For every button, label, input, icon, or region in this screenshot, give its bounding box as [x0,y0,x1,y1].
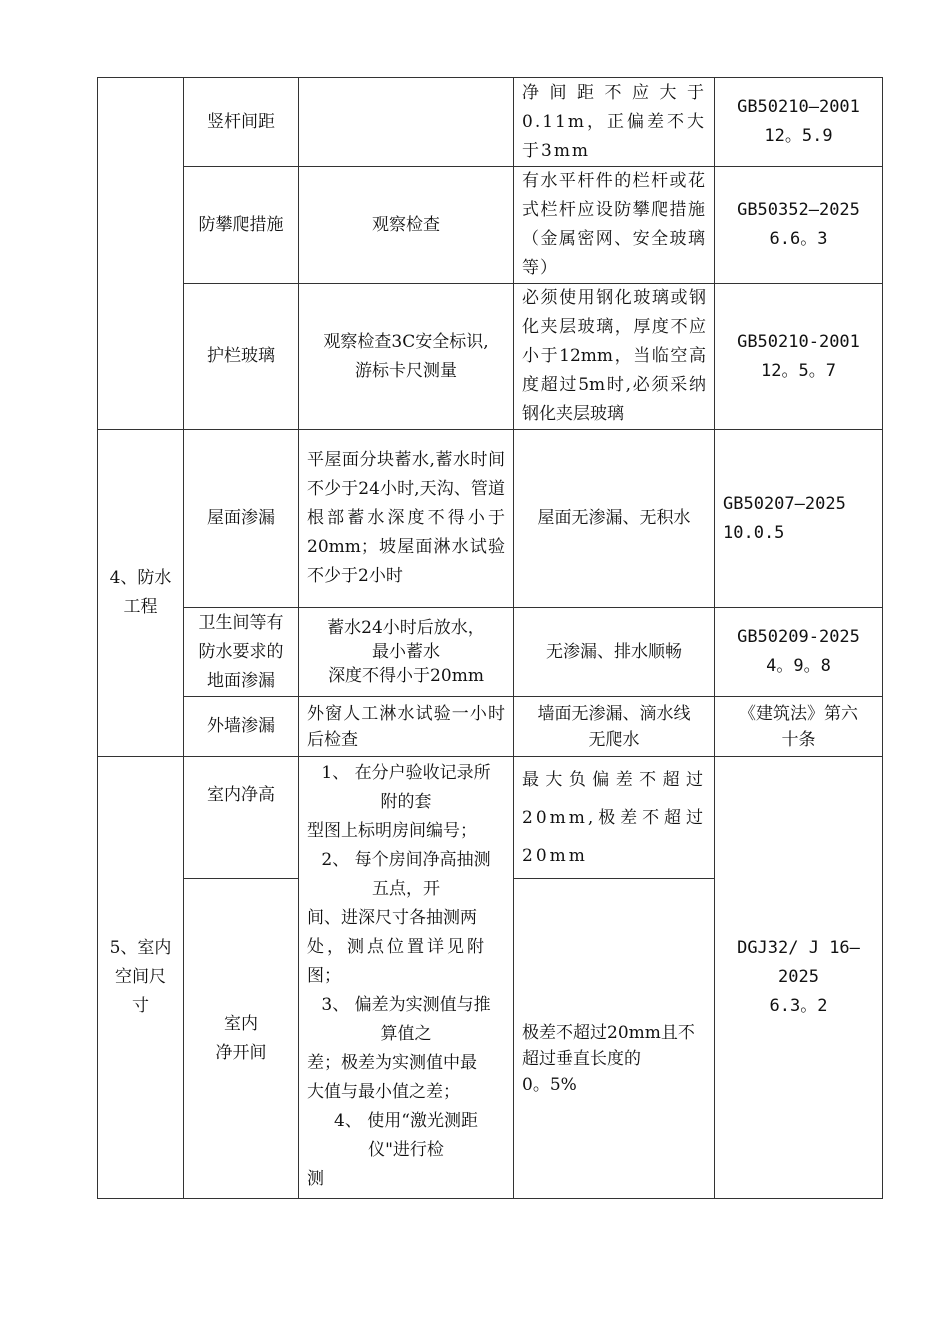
standard-cell: GB50352—2025 6.6。3 [715,167,883,284]
method-cell: 观察检查 [299,167,514,284]
method-line: 3、 偏差为实测值与推 [321,995,491,1015]
method-line: 型图上标明房间编号； [307,821,477,841]
table-row [98,167,883,284]
table-row [98,284,883,430]
standard-cell: 《建筑法》第六 十条 [715,697,883,757]
requirement-cell: 有水平杆件的栏杆或花式栏杆应设防攀爬措施（金属密网、安全玻璃等） [514,167,715,284]
method-line: 间、进深尺寸各抽测两 [307,908,477,928]
requirement-cell: 净间距不应大于0.11m，正偏差不大于3mm [514,78,715,167]
method-line: 仪"进行检 [368,1140,444,1160]
item-cell: 防攀爬措施 [184,167,299,284]
method-line: 测 [307,1169,324,1189]
group-3-cell [98,78,184,430]
requirement-cell: 必须使用钢化玻璃或钢化夹层玻璃，厚度不应小于12mm，当临空高度超过5m时,必须采纳钢化夹层玻璃 [514,284,715,430]
requirement-cell: 最大负偏差不超过20mm,极差不超过20mm [514,757,715,879]
requirement-cell: 无渗漏、排水顺畅 [514,608,715,697]
group-label-cell: 4、防水 工程 [98,430,184,757]
table-row [98,608,883,697]
item-cell: 护栏玻璃 [184,284,299,430]
method-cell: 外窗人工淋水试验一小时后检查 [299,697,514,757]
standard-cell: GB50209-2025 4。9。8 [715,608,883,697]
method-line: 大值与最小值之差； [307,1082,460,1102]
method-line: 五点，开 [372,879,440,899]
standard-cell: GB50210—2001 12。5.9 [715,78,883,167]
method-line: 图； [307,966,341,986]
method-cell [299,78,514,167]
method-cell: 蓄水24小时后放水， 最小蓄水 深度不得小于20mm [299,608,514,697]
method-cell [299,757,514,1199]
method-line: 差；极差为实测值中最 [307,1053,477,1073]
method-line: 2、 每个房间净高抽测 [321,850,491,870]
standard-cell: GB50210-2001 12。5。7 [715,284,883,430]
table-row [98,757,883,879]
table-row [98,430,883,608]
table-row [98,78,883,167]
method-line: 处，测点位置详见附 [307,937,487,957]
requirement-cell: 墙面无渗漏、滴水线 无爬水 [514,697,715,757]
method-line: 1、 在分户验收记录所 [321,763,491,783]
requirement-cell: 极差不超过20mm且不超过垂直长度的 0。5% [514,879,715,1199]
requirement-cell: 屋面无渗漏、无积水 [514,430,715,608]
method-line: 附的套 [380,792,432,812]
item-cell: 外墙渗漏 [184,697,299,757]
table-row [98,697,883,757]
group-label-cell: 5、室内 空间尺 寸 [98,757,184,1199]
inspection-table [97,77,883,1199]
item-cell: 竖杆间距 [184,78,299,167]
method-cell: 观察检查3C安全标识, 游标卡尺测量 [299,284,514,430]
standard-cell: GB50207—2025 10.0.5 [715,430,883,608]
standard-cell: DGJ32/ J 16— 2025 6.3。2 [715,757,883,1199]
item-cell: 室内净高 [184,757,299,879]
method-line: 算值之 [380,1024,432,1044]
item-cell: 卫生间等有 防水要求的 地面渗漏 [184,608,299,697]
item-cell: 室内 净开间 [184,879,299,1199]
item-cell: 屋面渗漏 [184,430,299,608]
method-line: 4、 使用“激光测距 [334,1111,478,1131]
method-cell: 平屋面分块蓄水,蓄水时间不少于24小时,天沟、管道根部蓄水深度不得小于20mm；坡屋面淋水试验不少于2小时 [299,430,514,608]
